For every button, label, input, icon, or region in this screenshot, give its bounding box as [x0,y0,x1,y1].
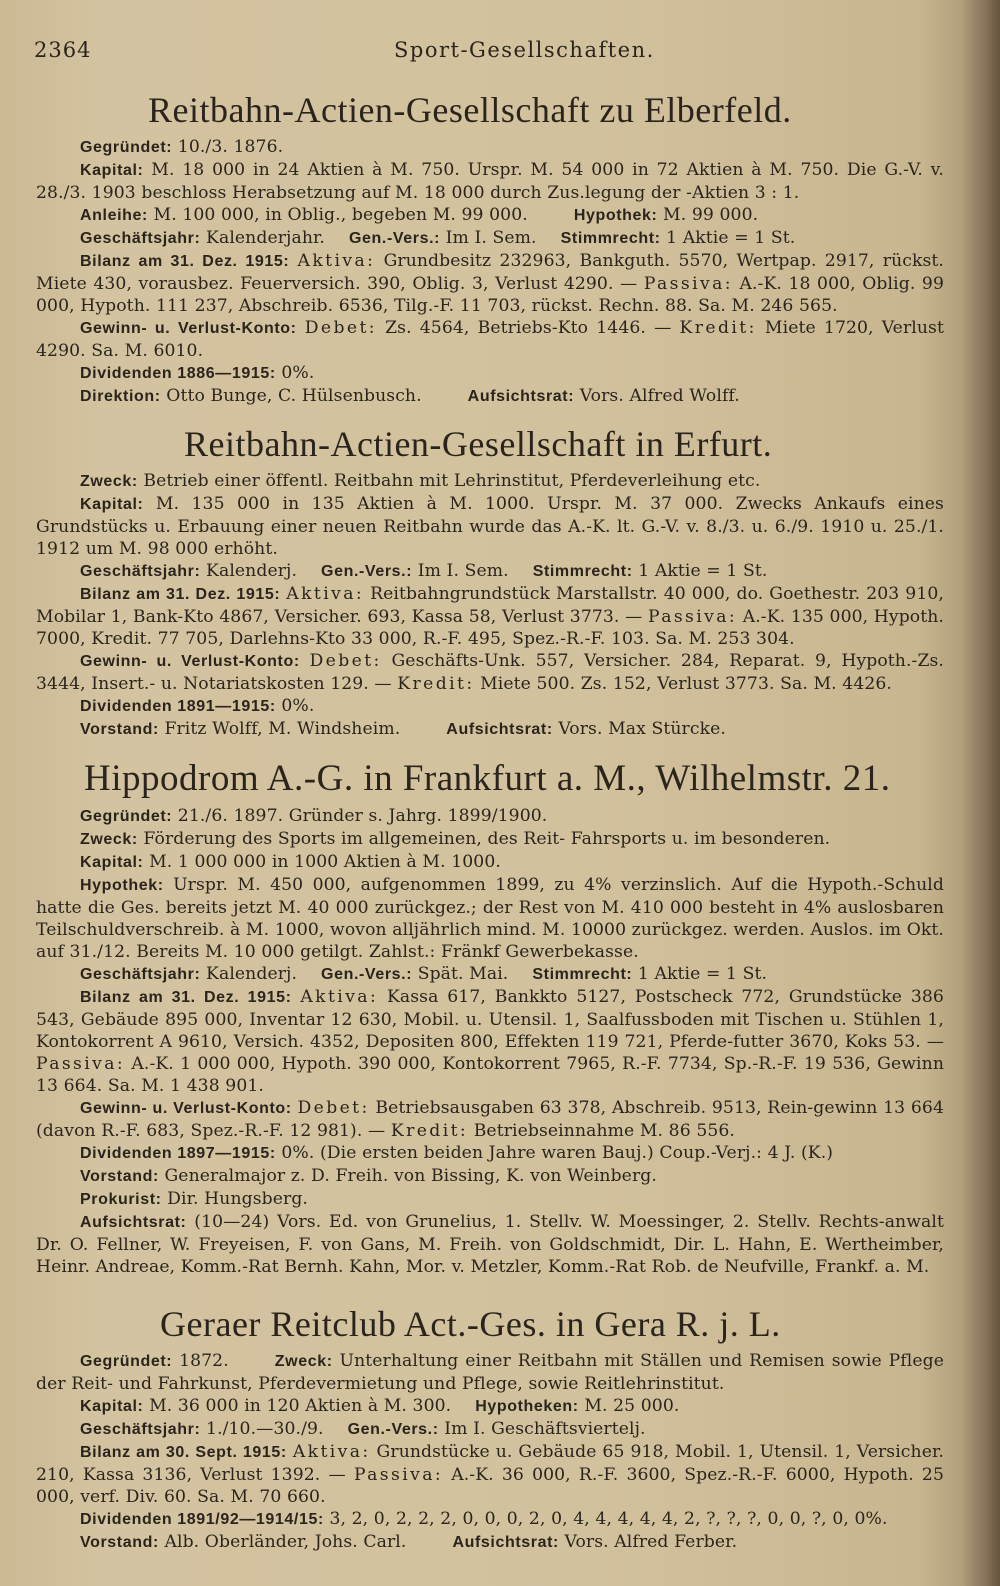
entry-line-capital [36,159,944,204]
label: Aufsichtsrat: [80,1214,187,1231]
entry-line-purpose [36,470,944,493]
label: Bilanz am 31. Dez. 1915: [80,253,290,270]
page-content [36,82,944,1554]
page-edge-shadow [962,0,1000,1586]
spaced-label: Passiva: [648,607,738,627]
label: Gewinn- u. Verlust-Konto: [80,1100,292,1117]
label: Aufsichtsrat: [446,721,553,738]
value: A.-K. 36 000, R.-F. 3600, Spez.-R.-F. 6000, Hypoth. 25 000, verf. Div. 60. Sa. M. 70 660. [36,1465,944,1507]
value: Otto Bunge, C. Hülsenbusch. [166,386,422,406]
entry-line-dividends [36,695,944,718]
label: Dividenden 1891/92—1914/15: [80,1511,324,1528]
entry-line-fiscal-year [36,560,944,583]
value: A.-K. 18 000, Oblig. 99 000, Hypoth. 111 237, Abschreib. 6536, Tilg.-F. 11 703, rückst. Rechn. 88. Sa. M. 246 565. [36,274,944,316]
value: 1 Aktie = 1 St. [666,228,796,248]
value: 21./6. 1897. Gründer s. Jahrg. 1899/1900. [177,806,548,826]
entry-line-balance [36,1441,944,1508]
spaced-label: Aktiva: [297,251,376,271]
company-heading: Geraer Reitclub Act.-Ges. in Gera R. j. L. [160,1304,781,1344]
label: Vorstand: [80,721,159,738]
value: Kalenderj. [206,964,298,984]
company-heading: Hippodrom A.-G. in Frankfurt a. M., Wilhelmstr. 21. [84,758,891,799]
entry-line-dividends [36,1508,944,1531]
label: Bilanz am 31. Dez. 1915: [80,586,281,603]
spaced-label: Debet: [309,651,382,671]
company-heading: Reitbahn-Actien-Gesellschaft in Erfurt. [184,424,773,464]
value: 0%. [281,696,315,716]
label: Gen.-Vers.: [348,230,441,247]
label: Hypotheken: [475,1398,579,1415]
spaced-label: Kredit: [397,674,475,694]
value: Miete 1720, Verlust 4290. Sa. M. 6010. [36,318,944,361]
value: Grundbesitz 232963, Bankguth. 5570, Wertpap. 2917, rückst. Miete 430, vorausbez. Feuerversich. 390, Oblig. 3, Verlust 4290. — [36,251,944,294]
label: Gewinn- u. Verlust-Konto: [80,320,297,337]
spaced-label: Passiva: [643,274,733,294]
entry-line-capital [36,851,944,874]
spaced-label: Passiva: [36,1054,126,1074]
label: Gegründet: [80,808,173,825]
spaced-label: Debet: [297,1098,370,1118]
label: Geschäftsjahr: [80,966,201,983]
label: Gen.-Vers.: [321,966,413,983]
label: Kapital: [80,1398,144,1415]
value: Im I. Sem. [417,561,509,581]
value: 0%. (Die ersten beiden Jahre waren Bauj.) Coup.-Verj.: 4 J. (K.) [281,1143,834,1163]
value: M. 25 000. [584,1396,680,1416]
value: 1 Aktie = 1 St. [637,964,768,984]
label: Dividenden 1886—1915: [80,365,276,382]
label: Geschäftsjahr: [80,230,201,247]
entry-line-dividends [36,362,944,385]
label: Kapital: [80,162,144,179]
label: Bilanz am 30. Sept. 1915: [80,1444,287,1461]
label: Zweck: [80,831,138,848]
company-heading: Reitbahn-Actien-Gesellschaft zu Elberfeld. [148,90,792,130]
company-entry-gera [36,1302,944,1554]
value: Vors. Alfred Ferber. [564,1532,738,1552]
value: M. 18 000 in 24 Aktien à M. 750. Urspr. M. 54 000 in 72 Aktien à M. 750. Die G.-V. v. 28./3. 1903 beschloss Herabsetzung auf M. 18 000 durch Zus.legung der -Aktien 3 : 1. [36,160,944,203]
label: Dividenden 1897—1915: [80,1145,276,1162]
value: Förderung des Sports im allgemeinen, des Reit- Fahrsports u. im besonderen. [143,829,831,849]
label: Gen.-Vers.: [321,563,413,580]
value: Betriebsausgaben 63 378, Abschreib. 9513, Rein-gewinn 13 664 (davon R.-F. 683, Spez.-R.-F. 12 981). — [36,1098,944,1141]
value: Im I. Sem. [445,228,537,248]
entry-line-balance [36,986,944,1097]
entry-line-purpose [36,828,944,851]
value: Spät. Mai. [417,964,509,984]
label: Hypothek: [80,877,164,894]
label: Zweck: [80,473,138,490]
value: Dir. Hungsberg. [167,1189,308,1209]
value: 1872. [179,1351,229,1371]
value: M. 100 000, in Oblig., begeben M. 99 000. [153,205,528,225]
entry-line-profit-loss [36,1097,944,1142]
running-head [34,38,924,66]
value: Reitbahngrundstück Marstallstr. 40 000, do. Goethestr. 203 910, Mobilar 1, Bank-Kto 4867, Versicher. 693, Kassa 58, Verlust 3773. — [36,584,944,627]
entry-line-balance [36,583,944,650]
spaced-label: Aktiva: [292,1442,371,1462]
label: Kapital: [80,854,144,871]
value: Kassa 617, Bankkto 5127, Postscheck 772, Grundstücke 386 543, Gebäude 895 000, Inventar 12 630, Mobil. u. Utensil. 1, Saalfussboden mit Tischen u. Stühlen 1, Kontokorrent A 9610, Versich. 4352, Depositen 800, Effekten 119 721, Pferde-futter 3670, Koks 53. — [36,987,944,1052]
value: Im I. Geschäftsviertelj. [444,1419,646,1439]
value: Grundstücke u. Gebäude 65 918, Mobil. 1, Utensil. 1, Versicher. 210, Kassa 3136, Verlust 1392. — [36,1442,944,1485]
entry-line-founded [36,1350,944,1395]
value: Generalmajor z. D. Freih. von Bissing, K. von Weinberg. [164,1166,657,1186]
entry-line-dividends [36,1142,944,1165]
value: Fritz Wolff, M. Windsheim. [164,719,401,739]
entry-line-fiscal-year [36,963,944,986]
page-number: 2364 [34,38,92,62]
entry-line-board [36,1165,944,1188]
entry-line-capital [36,1395,944,1418]
label: Geschäftsjahr: [80,1421,201,1438]
spaced-label: Debet: [304,318,377,338]
label: Gewinn- u. Verlust-Konto: [80,653,300,670]
value: Miete 500. Zs. 152, Verlust 3773. Sa. M. 4426. [480,674,892,694]
entry-line-loan [36,204,944,227]
label: Aufsichtsrat: [467,388,575,405]
label: Hypothek: [573,207,658,224]
entry-line-procurator [36,1188,944,1211]
value: Kalenderj. [206,561,298,581]
entry-line-management [36,1531,944,1554]
value: A.-K. 1 000 000, Hypoth. 390 000, Kontokorrent 7965, R.-F. 7734, Sp.-R.-F. 19 536, Gewinn 13 664. Sa. M. 1 438 901. [36,1054,944,1096]
label: Gegründet: [80,139,173,156]
entry-line-supervisory-board [36,1211,944,1278]
running-title: Sport-Gesellschaften. [394,38,655,62]
label: Prokurist: [80,1191,162,1208]
value: 1./10.—30./9. [206,1419,324,1439]
value: 3, 2, 0, 2, 2, 2, 0, 0, 0, 2, 0, 4, 4, 4, 4, 4, 2, ?, ?, ?, 0, 0, ?, 0, 0%. [329,1509,888,1529]
label: Dividenden 1891—1915: [80,698,276,715]
spaced-label: Aktiva: [286,584,365,604]
value: M. 36 000 in 120 Aktien à M. 300. [149,1396,452,1416]
entry-line-founded [36,136,944,159]
value: Unterhaltung einer Reitbahn mit Ställen und Remisen sowie Pflege der Reit- und Fahrkunst, Pferdevermietung und Pflege, sowie Reitlehrinstitut. [36,1351,944,1394]
label: Vorstand: [80,1534,159,1551]
label: Stimmrecht: [532,966,633,983]
label: Zweck: [274,1353,333,1370]
entry-line-management [36,385,944,408]
label: Bilanz am 31. Dez. 1915: [80,989,292,1006]
value: M. 1 000 000 in 1000 Aktien à M. 1000. [149,852,501,872]
label: Kapital: [80,496,144,513]
label: Direktion: [80,388,161,405]
label: Stimmrecht: [532,563,633,580]
label: Gen.-Vers.: [347,1421,439,1438]
entry-line-profit-loss [36,650,944,695]
company-entry-erfurt [36,422,944,741]
label: Aufsichtsrat: [452,1534,559,1551]
entry-line-balance [36,250,944,317]
value: 0%. [281,363,315,383]
value: Vors. Alfred Wolff. [579,386,740,406]
spaced-label: Kredit: [679,318,757,338]
value: M. 135 000 in 135 Aktien à M. 1000. Urspr. M. 37 000. Zwecks Ankaufs eines Grundstücks u. Erbauung einer neuen Reitbahn wurde das A.-K. lt. G.-V. v. 8./3. u. 6./9. 1910 u. 25./1. 1912 um M. 98 000 erhöht. [36,494,944,559]
spaced-label: Aktiva: [300,987,379,1007]
spaced-label: Passiva: [353,1465,444,1485]
value: Alb. Oberländer, Johs. Carl. [164,1532,407,1552]
label: Stimmrecht: [560,230,661,247]
company-entry-frankfurt [36,757,944,1278]
spaced-label: Kredit: [390,1121,469,1141]
value: (10—24) Vors. Ed. von Grunelius, 1. Stellv. W. Moessinger, 2. Stellv. Rechts-anwalt Dr. O. Fellner, W. Freyeisen, F. von Gans, M. Freih. von Goldschmidt, Dir. L. Hahn, E. Wertheimber, Heinr. Andreae, Komm.-Rat Bernh. Kahn, Mor. v. Metzler, Komm.-Rat Rob. de Neufville, Frankf. a. M. [36,1212,944,1277]
label: Gegründet: [80,1353,173,1370]
value: M. 99 000. [663,205,759,225]
value: A.-K. 135 000, Hypoth. 7000, Kredit. 77 705, Darlehns-Kto 33 000, R.-F. 495, Spez.-R.-F. 103. Sa. M. 253 304. [36,607,944,649]
value: Betrieb einer öffentl. Reitbahn mit Lehrinstitut, Pferdeverleihung etc. [143,471,761,491]
entry-line-management [36,718,944,741]
value: Zs. 4564, Betriebs-Kto 1446. — [385,318,672,338]
entry-line-capital [36,493,944,560]
value: Geschäfts-Unk. 557, Versicher. 284, Reparat. 9, Hypoth.-Zs. 3444, Insert.- u. Notariatskosten 129. — [36,651,944,694]
value: Kalenderjahr. [206,228,325,248]
value: Urspr. M. 450 000, aufgenommen 1899, zu 4% verzinslich. Auf die Hypoth.-Schuld hatte die Ges. bereits jetzt M. 40 000 zurückgez.; der Rest von M. 410 000 besteht in 4% auslosbaren Teilschuldverschreib. à M. 1000, wovon alljährlich mind. M. 10000 zurückgez. werden. Auslos. im Okt. auf 31./12. Bereits M. 10 000 getilgt. Zahlst.: Fränkf Gewerbekasse. [36,875,944,962]
value: 10./3. 1876. [177,137,284,157]
entry-line-profit-loss [36,317,944,362]
entry-line-founded [36,805,944,828]
entry-line-fiscal-year [36,1418,944,1441]
entry-line-fiscal-year [36,227,944,250]
label: Vorstand: [80,1168,159,1185]
value: 1 Aktie = 1 St. [638,561,768,581]
entry-line-mortgage [36,874,944,963]
label: Anleihe: [80,207,148,224]
company-entry-elberfeld [36,88,944,408]
label: Geschäftsjahr: [80,563,201,580]
value: Vors. Max Stürcke. [558,719,726,739]
value: Betriebseinnahme M. 86 556. [473,1121,735,1141]
